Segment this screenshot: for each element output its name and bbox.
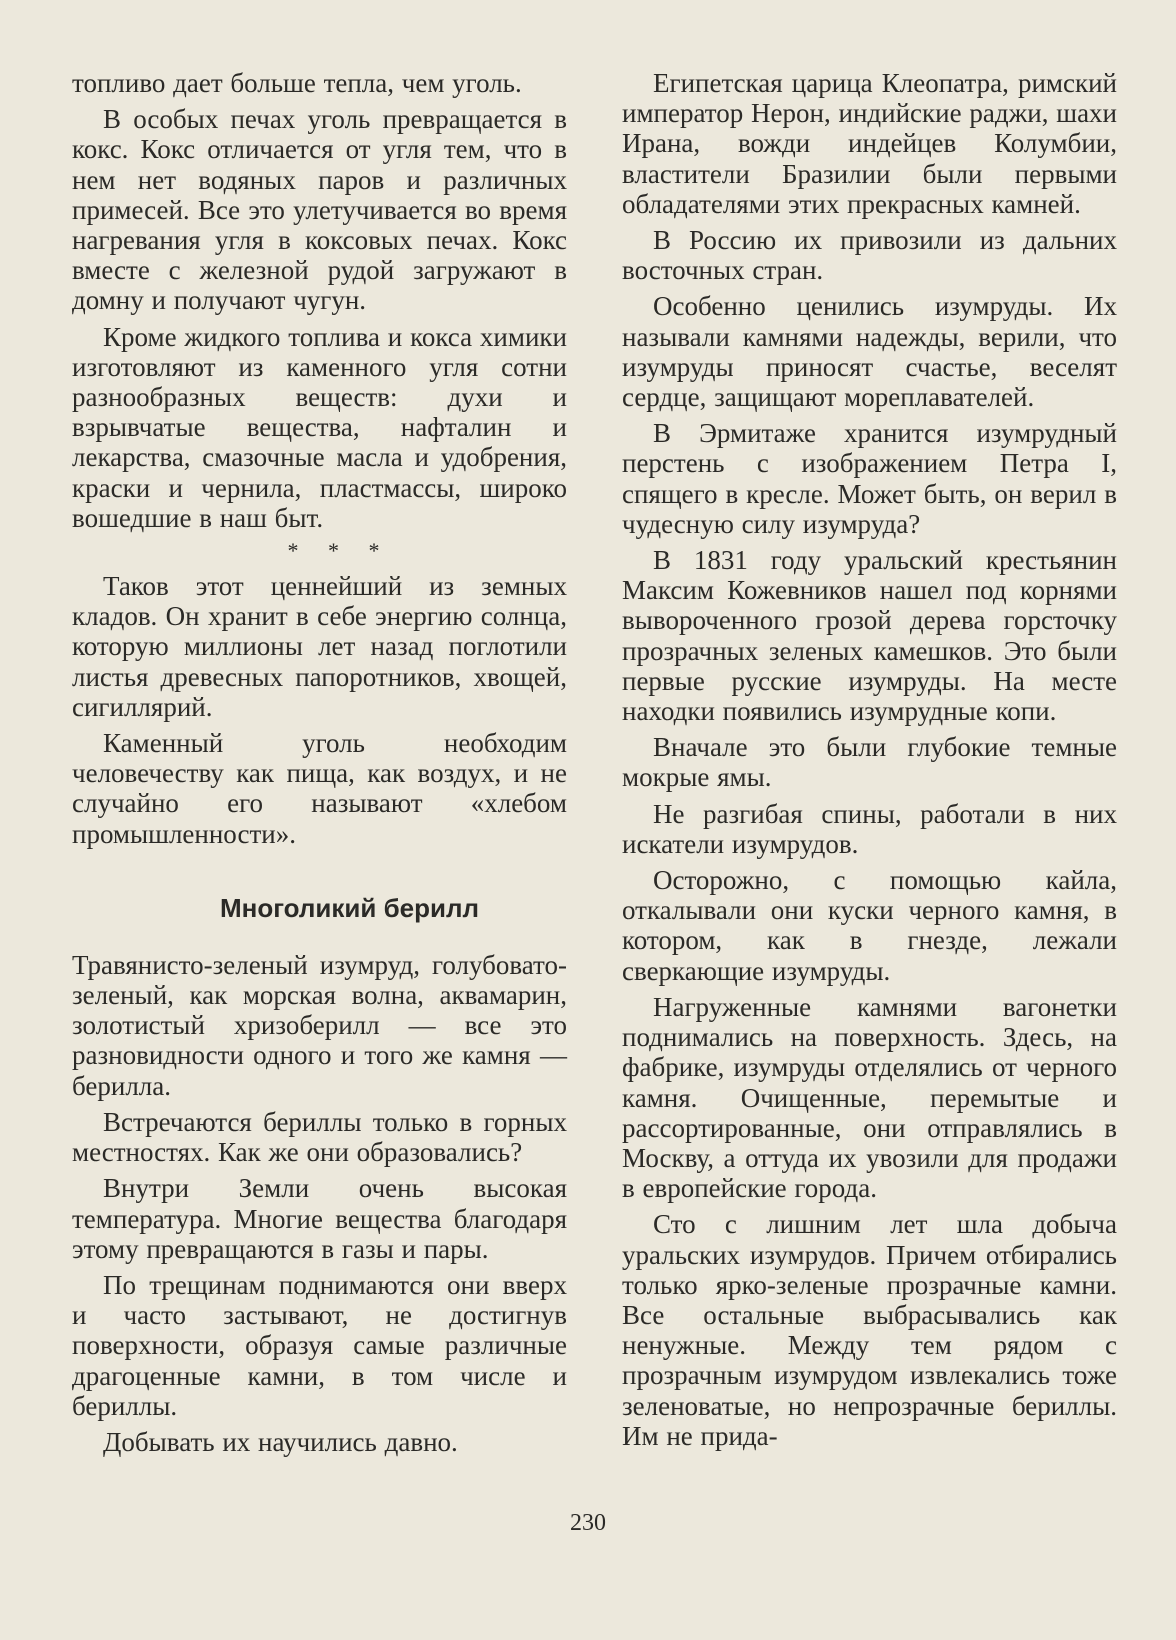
paragraph: Египетская царица Клеопатра, римский император Нерон, индийские раджи, шахи Ирана, вожди индейцев Колумбии, властители Бразилии были первыми обладателями этих прекрасных камней. [622, 68, 1117, 219]
paragraph: Каменный уголь необходим человечеству как пища, как воздух, и не случайно его называют «хлебом промышленности». [72, 728, 567, 849]
page-number: 230 [570, 1510, 606, 1536]
paragraph: По трещинам поднимаются они вверх и часто застывают, не достигнув поверхности, образуя самые различные драгоценные камни, в том числе и бериллы. [72, 1269, 567, 1421]
paragraph: В 1831 году уральский крестьянин Максим Кожевников нашел под корнями вывороченного грозой дерева горсточку прозрачных зеленых камешков. Это были первые русские изумруды. На месте находки появились изумрудные копи. [622, 545, 1117, 727]
paragraph: Вначале это были глубокие темные мокрые ямы. [622, 732, 1117, 793]
paragraph: Сто с лишним лет шла добыча уральских изумрудов. Причем отбирались только ярко-зеленые прозрачные камни. Все остальные выбрасывались как ненужные. Между тем рядом с прозрачным изумрудом извлекались тоже зеленоватые, но непрозрачные бериллы. Им не прида- [622, 1209, 1117, 1451]
paragraph: Внутри Земли очень высокая температура. Многие вещества благодаря этому превращаются в газы и пары. [72, 1173, 567, 1264]
section-separator: * * * [287, 538, 392, 564]
paragraph: В Эрмитаже хранится изумрудный перстень с изображением Петра I, спящего в кресле. Может быть, он верил в чудесную силу изумруда? [622, 418, 1117, 539]
paragraph: В особых печах уголь превращается в кокс. Кокс отличается от угля тем, что в нем нет водяных паров и различных примесей. Все это улетучивается во время нагревания угля в коксовых печах. Кокс вместе с железной рудой загружают в домну и получают чугун. [72, 104, 567, 316]
paragraph: Добывать их научились давно. [103, 1426, 458, 1457]
paragraph: Встречаются бериллы только в горных местностях. Как же они образовались? [72, 1106, 567, 1168]
paragraph: Не разгибая спины, работали в них искатели изумрудов. [622, 798, 1117, 859]
paragraph: топливо дает больше тепла, чем уголь. [72, 68, 522, 98]
paragraph: Осторожно, с помощью кайла, откалывали они куски черного камня, в котором, как в гнезде, лежали сверкающие изумруды. [622, 865, 1117, 986]
paragraph: Нагруженные камнями вагонетки поднимались на поверхность. Здесь, на фабрике, изумруды отделялись от черного камня. Очищенные, перемытые и рассортированные, они отправлялись в Москву, а оттуда их увозили для продажи в европейские города. [622, 991, 1117, 1204]
paragraph: В Россию их привозили из дальних восточных стран. [622, 225, 1117, 286]
paragraph: Особенно ценились изумруды. Их называли камнями надежды, верили, что изумруды приносят счастье, веселят сердце, защищают мореплавателей. [622, 291, 1117, 413]
left-column [72, 68, 567, 1463]
paragraph: Таков этот ценнейший из земных кладов. Он хранит в себе энергию солнца, которую миллионы лет назад поглотили листья древесных папоротников, хвощей, сигиллярий. [72, 571, 567, 722]
section-heading: Многоликий берилл [219, 892, 480, 923]
paragraph: Травянисто-зеленый изумруд, голубовато-зеленый, как морская волна, аквамарин, золотистый хризоберилл — все это разновидности одного и того же камня — берилла. [72, 949, 567, 1101]
right-column [622, 68, 1117, 1457]
paragraph: Кроме жидкого топлива и кокса химики изготовляют из каменного угля сотни разнообразных веществ: духи и взрывчатые вещества, нафталин и лекарства, смазочные масла и удобрения, краски и чернила, пластмассы, широко вошедшие в наш быт. [72, 321, 567, 533]
